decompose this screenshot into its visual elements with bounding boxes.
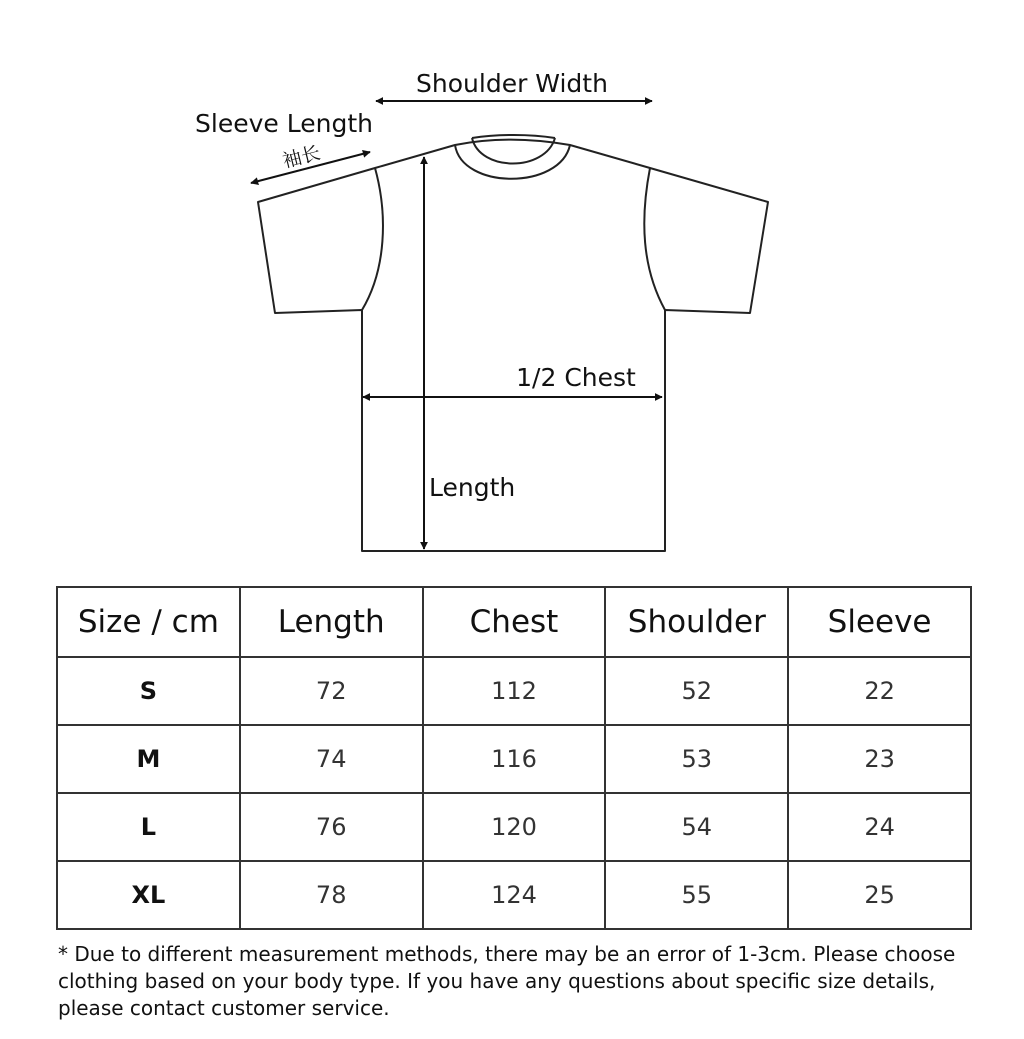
- shoulder-width-label: Shoulder Width: [416, 69, 608, 98]
- header-size: Size / cm: [57, 587, 240, 657]
- header-length: Length: [240, 587, 423, 657]
- sleeve-cell: 25: [788, 861, 971, 929]
- size-cell: XL: [57, 861, 240, 929]
- sleeve-length-label: Sleeve Length: [195, 109, 373, 138]
- shoulder-cell: 54: [605, 793, 788, 861]
- table-header-row: [57, 587, 971, 657]
- header-shoulder: Shoulder: [605, 587, 788, 657]
- half-chest-label: 1/2 Chest: [516, 363, 636, 392]
- table-row: [57, 657, 971, 725]
- header-sleeve: Sleeve: [788, 587, 971, 657]
- length-cell: 74: [240, 725, 423, 793]
- size-cell: M: [57, 725, 240, 793]
- chest-cell: 120: [423, 793, 606, 861]
- chest-cell: 112: [423, 657, 606, 725]
- shoulder-cell: 55: [605, 861, 788, 929]
- table-row: [57, 793, 971, 861]
- sleeve-cell: 23: [788, 725, 971, 793]
- chest-cell: 124: [423, 861, 606, 929]
- length-cell: 76: [240, 793, 423, 861]
- table-row: [57, 861, 971, 929]
- size-cell: L: [57, 793, 240, 861]
- sleeve-cell: 24: [788, 793, 971, 861]
- size-cell: S: [57, 657, 240, 725]
- table-row: [57, 725, 971, 793]
- size-chart-table: [56, 586, 972, 930]
- length-cell: 78: [240, 861, 423, 929]
- sleeve-length-cn-label: 袖长: [280, 141, 323, 173]
- measurement-note: * Due to different measurement methods, there may be an error of 1-3cm. Please choose clothing based on your body type. If you have any questions about specific size details, please contact customer service.: [58, 942, 956, 1020]
- header-chest: Chest: [423, 587, 606, 657]
- shoulder-cell: 53: [605, 725, 788, 793]
- length-cell: 72: [240, 657, 423, 725]
- chest-cell: 116: [423, 725, 606, 793]
- length-label: Length: [429, 473, 516, 502]
- shoulder-cell: 52: [605, 657, 788, 725]
- sleeve-cell: 22: [788, 657, 971, 725]
